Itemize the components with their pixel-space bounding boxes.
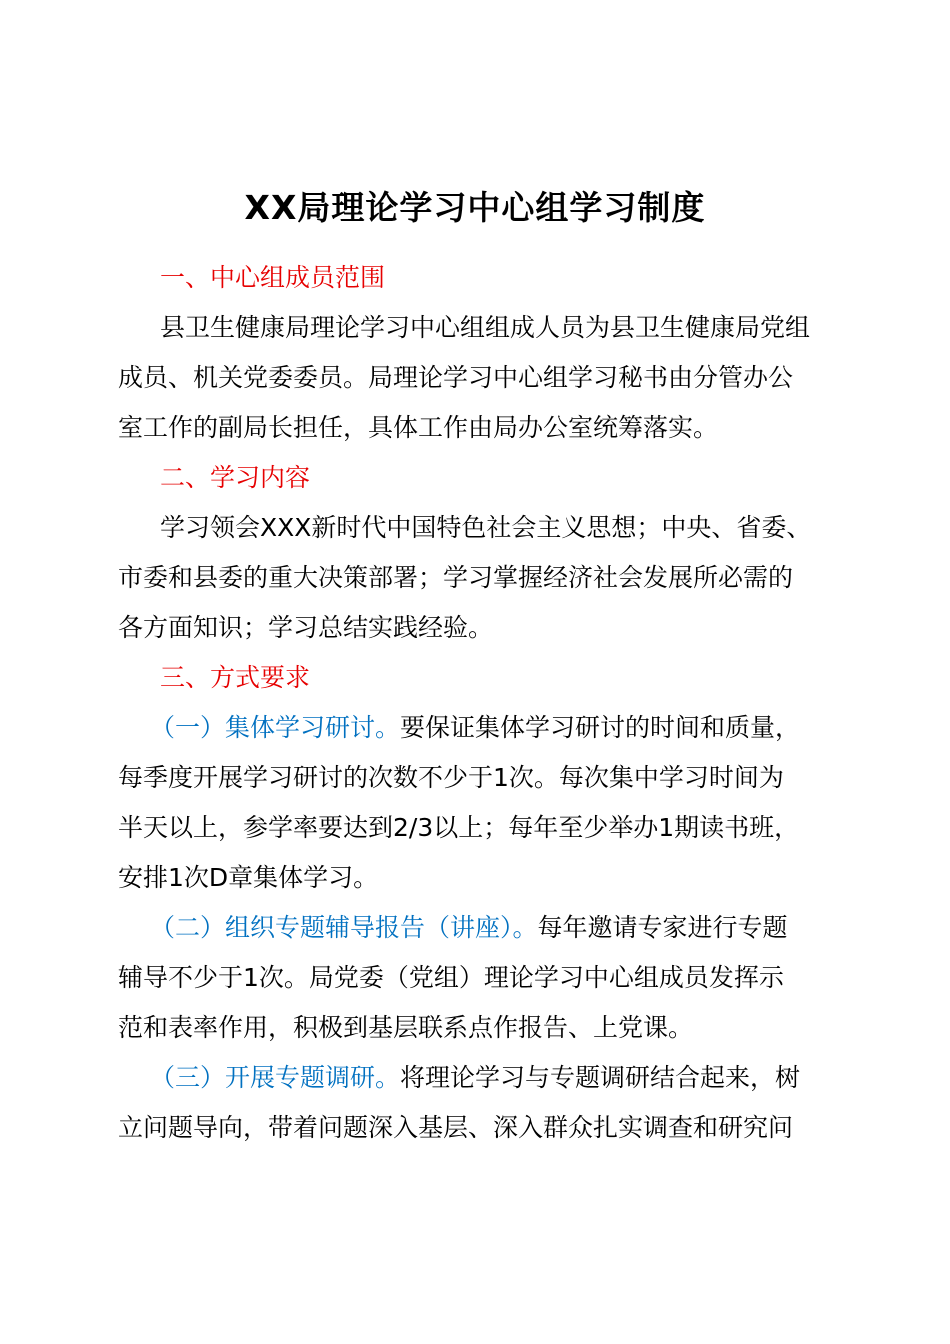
paragraph-line: 室工作的副局长担任，具体工作由局办公室统筹落实。 xyxy=(118,413,719,442)
section-heading-methods: 三、方式要求 xyxy=(160,663,311,692)
document-title: XX局理论学习中心组学习制度 xyxy=(244,188,706,227)
paragraph-line: 范和表率作用，积极到基层联系点作报告、上党课。 xyxy=(118,1013,694,1042)
paragraph-line: 安排1次D章集体学习。 xyxy=(118,863,379,892)
paragraph-line: 立问题导向，带着问题深入基层、深入群众扎实调查和研究问 xyxy=(118,1113,794,1142)
paragraph-line xyxy=(150,1053,800,1103)
subsection-label: （一）集体学习研讨。 xyxy=(150,713,401,742)
paragraph-line: 成员、机关党委委员。局理论学习中心组学习秘书由分管办公 xyxy=(118,363,794,392)
paragraph-line: 各方面知识；学习总结实践经验。 xyxy=(118,613,494,642)
paragraph-line xyxy=(150,903,788,953)
section-heading-members: 一、中心组成员范围 xyxy=(160,263,386,292)
subsection-text: 要保证集体学习研讨的时间和质量， xyxy=(400,713,801,742)
paragraph-line: 学习领会XXX新时代中国特色社会主义思想；中央、省委、 xyxy=(160,513,812,542)
section-heading-content: 二、学习内容 xyxy=(160,463,311,492)
paragraph-line: 县卫生健康局理论学习中心组组成人员为县卫生健康局党组 xyxy=(160,313,811,342)
subsection-text: 每年邀请专家进行专题 xyxy=(537,913,788,942)
paragraph-line: 每季度开展学习研讨的次数不少于1次。每次集中学习时间为 xyxy=(118,763,784,792)
subsection-label: （二）组织专题辅导报告（讲座）。 xyxy=(150,913,538,942)
subsection-label: （三）开展专题调研。 xyxy=(150,1063,401,1092)
paragraph-line: 市委和县委的重大决策部署；学习掌握经济社会发展所必需的 xyxy=(118,563,794,592)
paragraph-line: 辅导不少于1次。局党委（党组）理论学习中心组成员发挥示 xyxy=(118,963,784,992)
subsection-text: 将理论学习与专题调研结合起来，树 xyxy=(400,1063,801,1092)
paragraph-line: 半天以上，参学率要达到2/3以上；每年至少举办1期读书班， xyxy=(118,813,800,842)
paragraph-line xyxy=(150,703,800,753)
